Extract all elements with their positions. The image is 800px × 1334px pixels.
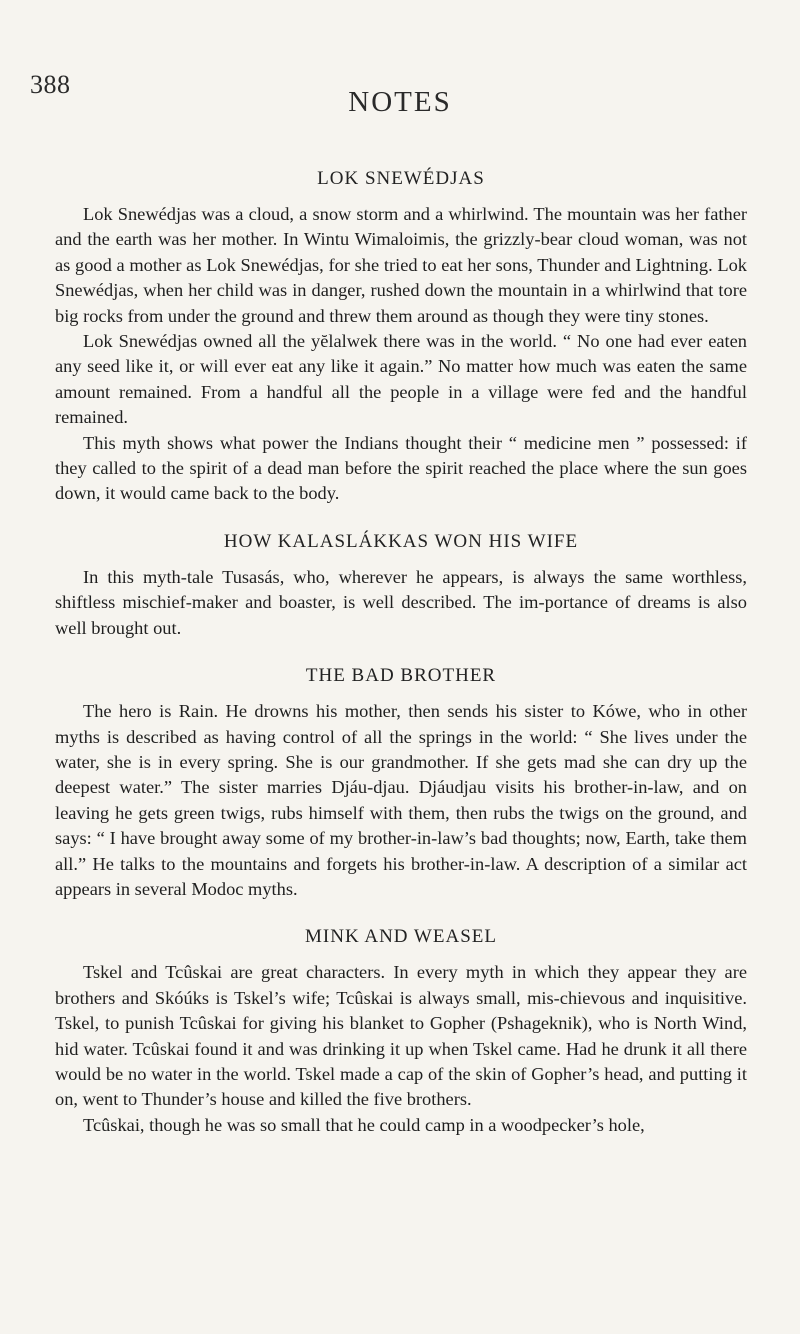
paragraph: Tcûskai, though he was so small that he could camp in a woodpecker’s hole, bbox=[83, 1114, 645, 1135]
section-the-bad-brother bbox=[55, 665, 747, 902]
paragraph: This myth shows what power the Indians thought their “ medicine men ” possessed: if they called to the spirit of a dead man before the spirit reached the place where the sun goes down, it would came back to the body. bbox=[55, 432, 747, 504]
section-title: HOW KALASLÁKKAS WON HIS WIFE bbox=[223, 530, 579, 552]
section-title: THE BAD BROTHER bbox=[305, 665, 497, 687]
section-title: MINK AND WEASEL bbox=[305, 926, 497, 948]
section-lok-snewedjas bbox=[55, 168, 747, 507]
paragraph: Lok Snewédjas was a cloud, a snow storm and a whirlwind. The mountain was her father and the earth was her mother. In Wintu Wimaloimis, the grizzly-bear cloud woman, was not as good a mother as Lok Snewédjas, for she tried to eat her sons, Thunder and Lightning. Lok Snewédjas, when her child was in danger, rushed down the mountain in a whirlwind that tore big rocks from under the ground and threw them around as though they were tiny stones. bbox=[55, 204, 747, 326]
section-title: LOK SNEWÉDJAS bbox=[317, 168, 485, 189]
paragraph: In this myth-tale Tusasás, who, wherever he appears, is always the same worthless, shiftless mischief-maker and boaster, is well described. The im-portance of dreams is also well brought out. bbox=[55, 566, 747, 638]
section-how-kalaslakkas-won-his-wife bbox=[55, 531, 747, 641]
paragraph: Lok Snewédjas owned all the yĕlalwek there was in the world. “ No one had ever eaten any seed like it, or will ever eat any like it again.” No matter how much was eaten the same amount remained. From a handful all the people in a village were fed and the handful remained. bbox=[55, 331, 747, 428]
section-mink-and-weasel bbox=[55, 926, 747, 1138]
paragraph: Tskel and Tcûskai are great characters. In every myth in which they appear they are brothers and Skóúks is Tskel’s wife; Tcûskai is always small, mis-chievous and inquisitive. Tskel, to punish Tcûskai for giving his blanket to Gopher (Pshageknik), who is North Wind, hid water. Tcûskai found it and was drinking it up when Tskel came. Had he drunk it all there would be no water in the world. Tskel made a cap of the skin of Gopher’s head, and putting it on, went to Thunder’s house and killed the five brothers. bbox=[55, 962, 747, 1110]
paragraph: The hero is Rain. He drowns his mother, then sends his sister to Kówe, who in other myths is described as having control of all the springs in the world: “ She lives under the water, she is in every spring. She is our grandmother. If she gets mad she can dry up the deepest water.” The sister marries Djáu-djau. Djáudjau visits his brother-in-law, and on leaving he gets green twigs, rubs himself with them, then rubs the twigs on the ground, and says: “ I have brought away some of my brother-in-law’s bad thoughts; now, Earth, take them all.” He talks to the mountains and forgets his brother-in-law. A description of a similar act appears in several Modoc myths. bbox=[55, 701, 747, 899]
page-number: 388 bbox=[30, 70, 71, 99]
running-head: NOTES bbox=[348, 86, 452, 118]
page-body bbox=[55, 168, 747, 1138]
